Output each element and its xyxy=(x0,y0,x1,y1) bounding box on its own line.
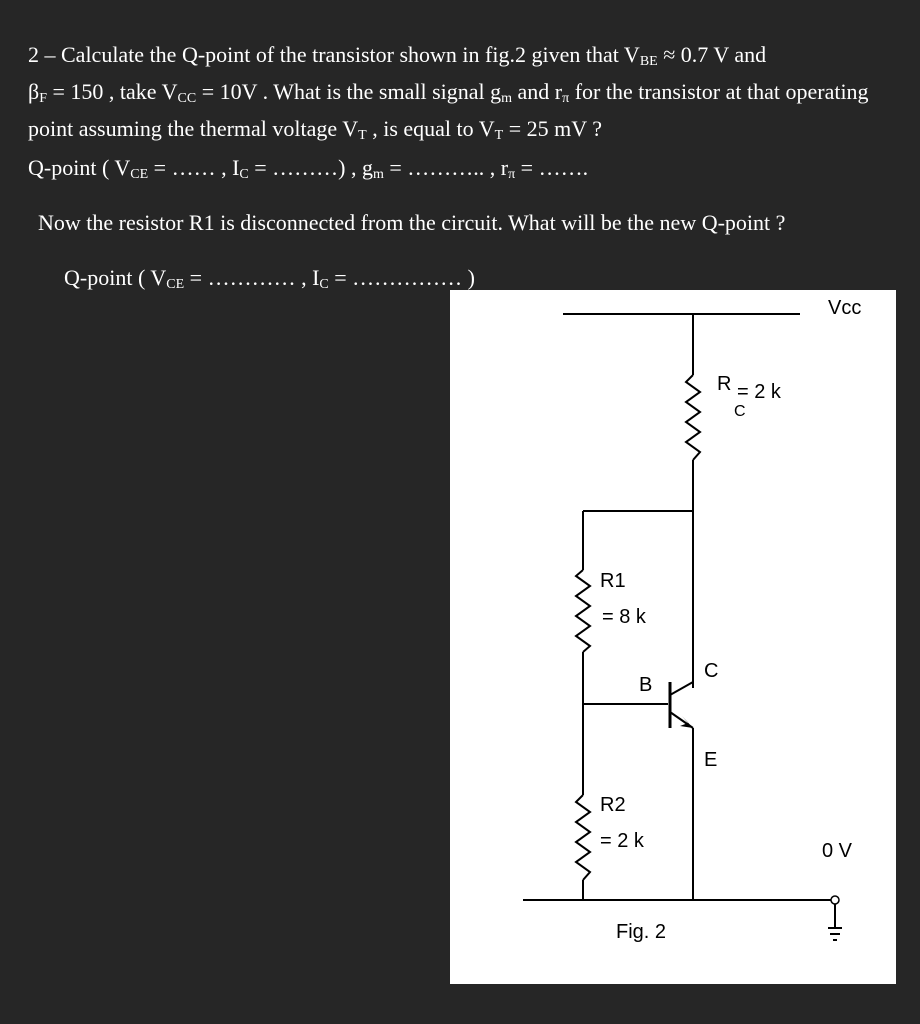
ground-label: 0 V xyxy=(822,840,853,862)
r1-label: R1 xyxy=(600,570,626,592)
rc-resistor xyxy=(686,375,700,460)
question-text: 2 – Calculate the Q-point of the transistor shown in fig.2 given that $V_{BE} \approx 0.7$ V and $\beta_F = 150$ , take $V_{CC} = 10V$ . What is the small signal $g_m$ and $r_\pi$ for the transistor at that operating point assuming the thermal voltage $V_T$ , is equal to $V_T = 25$ mV ? xyxy=(28,42,869,143)
part2-question: Now the resistor R1 is disconnected from the circuit. What will be the new Q-point ? xyxy=(38,210,786,235)
r2-label: R2 xyxy=(600,794,626,816)
emitter-label: E xyxy=(704,749,718,771)
r2-resistor xyxy=(576,795,590,880)
r2-value: = 2 k xyxy=(600,830,644,852)
answer-line-qpoint-2: Q-point ( $V_{CE}$ = ………… , $I_C$ = …………… ) xyxy=(64,265,475,292)
vcc-label: Vcc xyxy=(828,297,862,319)
rc-label-r: R xyxy=(717,373,732,395)
rc-label-sub: C xyxy=(734,403,746,420)
ground-terminal-icon xyxy=(831,896,839,904)
r1-resistor xyxy=(576,570,590,652)
rc-value: = 2 k xyxy=(737,381,781,403)
emitter-arrow-icon xyxy=(680,716,693,728)
circuit-diagram xyxy=(450,290,896,984)
figure-caption: Fig. 2 xyxy=(616,921,667,943)
r1-value: = 8 k xyxy=(602,606,646,628)
collector-label: C xyxy=(704,660,719,682)
circuit-figure xyxy=(450,290,896,984)
base-label: B xyxy=(639,674,653,696)
answer-line-qpoint-1: Q-point ( $V_{CE}$ = …… , $I_C$ = ………) , $g_m$ = ……….. , $r_\pi$ = ……. xyxy=(28,155,589,182)
